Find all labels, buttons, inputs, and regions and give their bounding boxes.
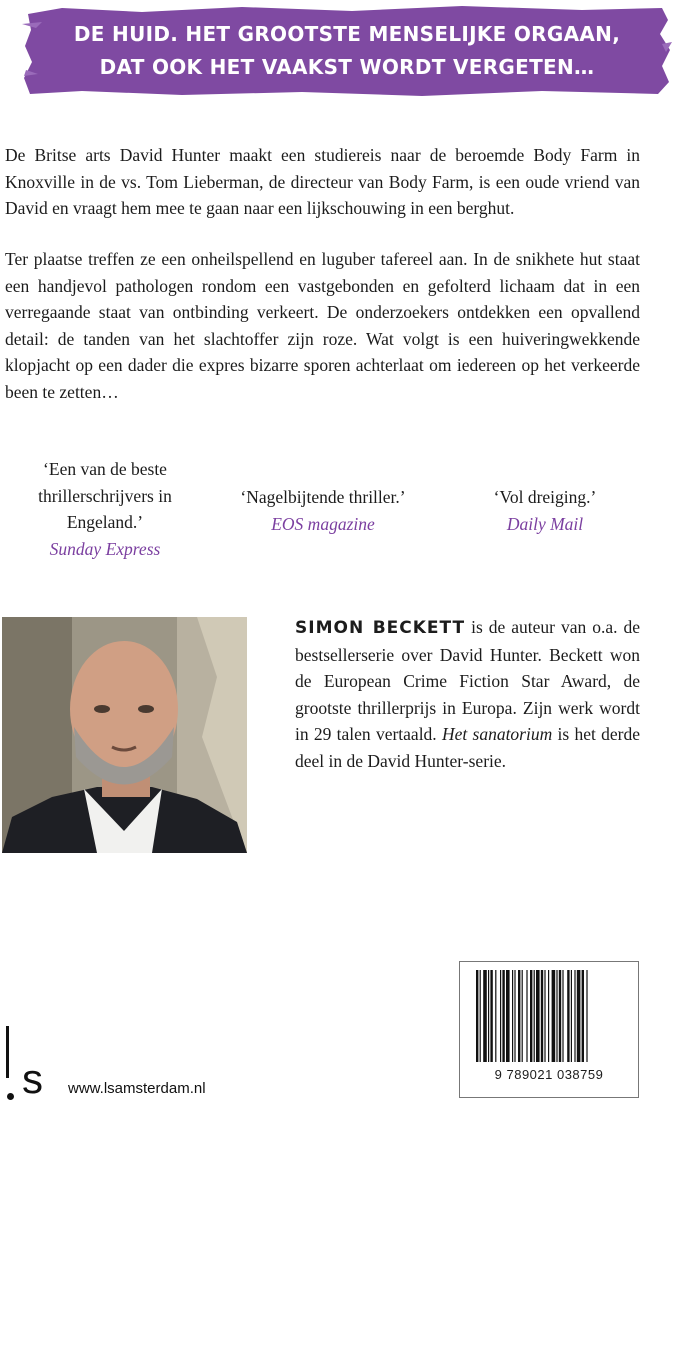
photo-credit: © WILLI WEBER	[11, 1239, 22, 1332]
quote-text: ‘Nagelbijtende thriller.’	[240, 487, 406, 507]
blurb-paragraph-1: De Britse arts David Hunter maakt een studiereis naar de beroemde Body Farm in Knoxville in de vs. Tom Lieberman, de directeur van Body Farm, is een oude vriend van David en vraagt hem mee te gaan naar een lijkschouwing in een berghut.	[5, 145, 640, 218]
logo-bar	[6, 1026, 9, 1078]
logo-letter: s	[22, 1055, 43, 1102]
review-quote-2	[218, 484, 428, 537]
quote-source: EOS magazine	[271, 513, 375, 534]
quote-source: Daily Mail	[506, 513, 584, 534]
book-title: Het sanatorium	[441, 724, 553, 744]
tagline-line-1: DE HUID. HET GROOTSTE MENSELIJKE ORGAAN,	[73, 22, 621, 46]
author-name: SIMON BECKETT	[295, 618, 466, 638]
logo-dot	[7, 1093, 14, 1100]
quote-text: ‘Vol dreiging.’	[493, 487, 597, 507]
bio-text: is de auteur van o.a. de bestsellerserie over David Hunter. Beckett won de European Crime Fiction Star Award, de grootste thrillerprijs in Europa. Zijn werk wordt in 29 talen vertaald.	[295, 617, 641, 744]
isbn-number: 9 789021 038759	[494, 1067, 604, 1082]
author-portrait-icon	[2, 617, 247, 853]
tagline-banner	[22, 4, 672, 98]
bio-text-end: is het derde deel in de David Hunter-serie.	[295, 724, 640, 771]
quote-source: Sunday Express	[49, 538, 161, 559]
review-quote-1	[30, 456, 180, 562]
review-quote-3	[470, 484, 620, 537]
barcode-icon	[474, 970, 624, 1065]
isbn-barcode	[459, 961, 639, 1098]
author-bio	[295, 614, 640, 774]
publisher-logo	[4, 1020, 64, 1100]
tagline-line-2: DAT OOK HET VAAKST WORDT VERGETEN…	[99, 55, 595, 79]
publisher-website[interactable]: www.lsamsterdam.nl	[68, 1080, 206, 1097]
quote-text: ‘Een van de beste thrillerschrijvers in Engeland.’	[38, 459, 172, 532]
blurb-paragraph-2: Ter plaatse treffen ze een onheilspellend en luguber tafereel aan. In de snikhete hut staat een handjevol pathologen rondom een vastgebonden en gefolterd lichaam dat in een verregaande staat van ontbinding verkeert. De onderzoekers ontdekken een opvallend detail: de tanden van het slachtoffer zijn roze. Wat volgt is een huiveringwekkende klopjacht op een dader die expres bizarre sporen achterlaat om iedereen op het verkeerde been te zetten…	[5, 249, 640, 402]
